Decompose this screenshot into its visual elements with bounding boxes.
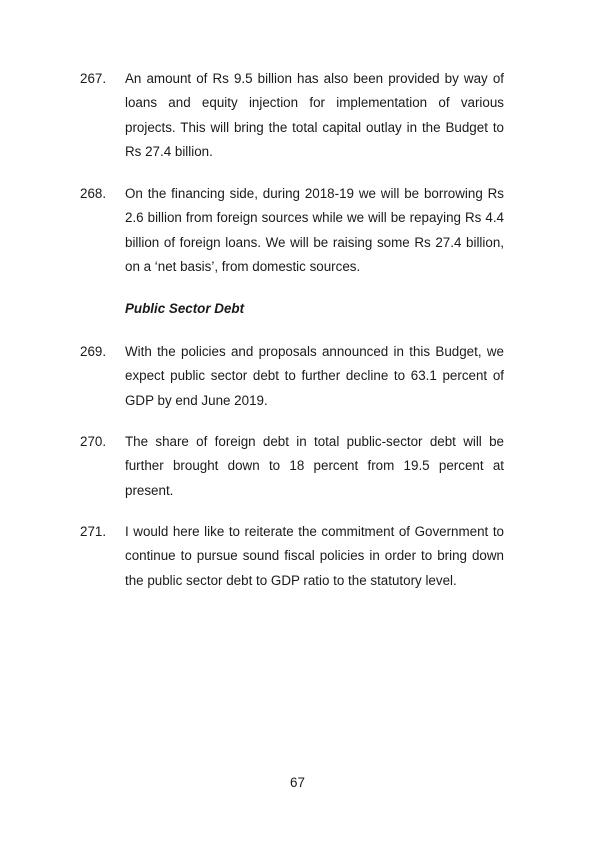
paragraph-268 bbox=[80, 182, 504, 279]
paragraph-number: 270. bbox=[80, 434, 107, 449]
paragraph-number: 271. bbox=[80, 524, 107, 539]
paragraph-271 bbox=[80, 520, 504, 593]
paragraph-269 bbox=[80, 340, 504, 413]
paragraph-text: An amount of Rs 9.5 billion has also been provided by way of loans and equity injection for implementation of various projects. This will bring the total capital outlay in the Budget to Rs 27.4 billion. bbox=[125, 71, 504, 159]
page-number: 67 bbox=[290, 775, 305, 790]
paragraph-text: The share of foreign debt in total public-sector debt will be further brought down to 18 percent from 19.5 percent at present. bbox=[125, 434, 504, 498]
section-heading: Public Sector Debt bbox=[125, 301, 245, 316]
paragraph-number: 267. bbox=[80, 71, 107, 86]
paragraph-270 bbox=[80, 430, 504, 503]
paragraph-text: On the financing side, during 2018-19 we will be borrowing Rs 2.6 billion from foreign sources while we will be repaying Rs 4.4 billion of foreign loans. We will be raising some Rs 27.4 billion, on a ‘net basis’, from domestic sources. bbox=[125, 186, 504, 274]
paragraph-text: With the policies and proposals announced in this Budget, we expect public sector debt to further decline to 63.1 percent of GDP by end June 2019. bbox=[125, 344, 504, 408]
paragraph-text: I would here like to reiterate the commitment of Government to continue to pursue sound fiscal policies in order to bring down the public sector debt to GDP ratio to the statutory level. bbox=[125, 524, 504, 588]
paragraph-number: 269. bbox=[80, 344, 107, 359]
paragraph-267 bbox=[80, 67, 504, 164]
paragraph-number: 268. bbox=[80, 186, 107, 201]
